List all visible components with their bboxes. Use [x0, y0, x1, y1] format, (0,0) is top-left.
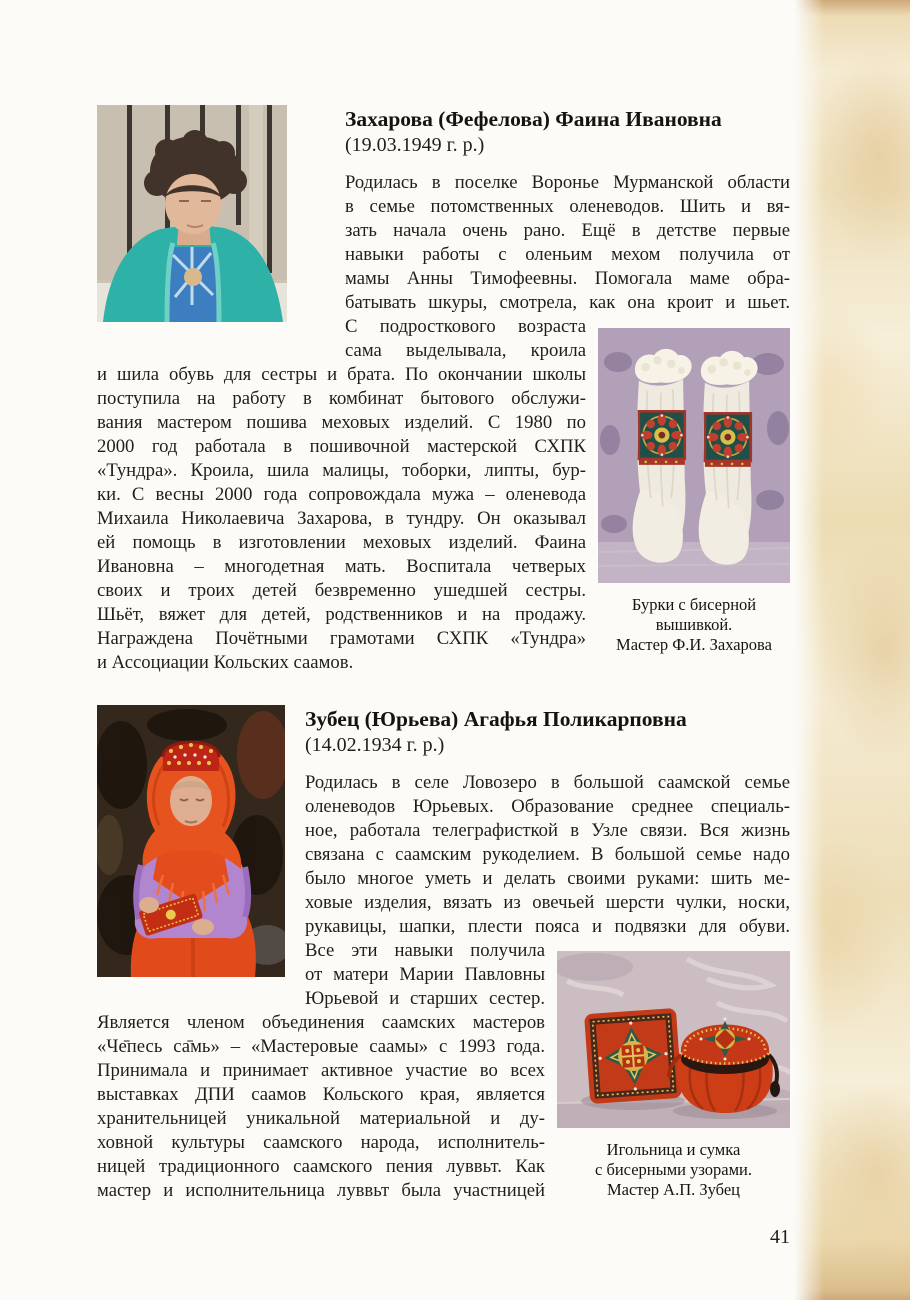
text-line: зать начала очень рано. Ещё в детстве первые [345, 220, 790, 241]
text-line: ей помощь в изготовлении меховых изделий. Фаина [97, 532, 586, 553]
section-heading-zakharova: Захарова (Фефелова) Фаина Ивановна [345, 107, 722, 131]
text-line: выставках ДПИ саамов Кольского края, является [97, 1084, 545, 1105]
text-line: хранительницей уникальной материальной и ду- [97, 1108, 545, 1129]
bio-section-zubets [97, 705, 790, 1203]
needlecase-bag-caption [557, 1140, 790, 1200]
photo-zubets-portrait [97, 705, 285, 977]
text-line: от матери Марии Павловны [305, 964, 545, 985]
portrait-illustration [97, 105, 287, 322]
portrait-illustration [97, 705, 285, 977]
text-line: вания мастером пошива меховых изделий. С 1980 по [97, 412, 586, 433]
text-line: батывать шкуры, смотрела, как она кроит и шьет. [345, 292, 790, 313]
text-line: рукавицы, шапки, плести пояса и подвязки для обуви. [305, 916, 790, 937]
needlecase-bag-illustration [557, 951, 790, 1128]
text-line: Михаила Николаевича Захарова, в тундру. Он оказывал [97, 508, 586, 529]
text-line: Шьёт, вяжет для детей, родственников и на продажу. [97, 604, 586, 625]
text-line: Родилась в поселке Воронье Мурманской области [345, 172, 790, 193]
text-line: Бурки с бисерной [631, 595, 757, 614]
page-content [97, 105, 790, 1249]
photo-needlecase-bag [557, 951, 790, 1128]
text-line: ное, работала телеграфисткой в Узле связи. Вся жизнь [305, 820, 790, 841]
text-line: связана с саамским рукоделием. В большой семье надо [305, 844, 790, 865]
bio-section-zakharova [97, 105, 790, 675]
text-line: мамы Анны Тимофеевны. Помогала маме обра- [345, 268, 790, 289]
text-line: Является членом объединения саамских мастеров [97, 1012, 545, 1033]
birth-date-zakharova: (19.03.1949 г. р.) [345, 134, 485, 156]
text-line: вышивкой. [655, 615, 733, 634]
figure-needlecase-bag [557, 951, 790, 1200]
decorative-watercolor-border [794, 0, 910, 1300]
text-line: было многое уметь и делать своими руками: шить ме- [305, 868, 790, 889]
text-line: мастер и исполнительница луввьт была участницей [97, 1180, 545, 1201]
boots-illustration [598, 328, 790, 583]
text-line: навыки работы с оленьим мехом получила от [345, 244, 790, 265]
text-line: сама выделывала, кроила [345, 340, 586, 361]
text-line: поступила на работу в комбинат бытового обслужи- [97, 388, 586, 409]
text-line: Родилась в селе Ловозеро в большой саамской семье [305, 772, 790, 793]
text-line: и шила обувь для сестры и брата. По окончании школы [97, 364, 586, 385]
text-line: Награждена Почётными грамотами СХПК «Тундра» [97, 628, 586, 649]
text-line: ницей традиционного саамского пения луввьт. Как [97, 1156, 545, 1177]
birth-date-zubets: (14.02.1934 г. р.) [305, 734, 445, 756]
text-line: ки. С весны 2000 года сопровождала мужа – оленевода [97, 484, 586, 505]
text-line: своих и троих детей безвременно ушедшей сестры. [97, 580, 586, 601]
text-line: ховной культуры саамского народа, исполнитель- [97, 1132, 545, 1153]
figure-boots [598, 328, 790, 655]
text-line: Игольница и сумка [606, 1140, 741, 1159]
text-line: «Тундра». Кроила, шила малицы, тоборки, липты, бур- [97, 460, 586, 481]
photo-boots [598, 328, 790, 583]
text-line: Принимала и принимает активное участие во всех [97, 1060, 545, 1081]
text-line: и Ассоциации Кольских саамов. [97, 652, 354, 673]
text-line: с бисерными узорами. [595, 1160, 752, 1179]
text-line: Мастер Ф.И. Захарова [616, 635, 772, 654]
text-line: оленеводов Юрьевых. Образование среднее специаль- [305, 796, 790, 817]
page-number: 41 [770, 1226, 790, 1248]
text-line: Мастер А.П. Зубец [606, 1180, 741, 1199]
section-heading-zubets: Зубец (Юрьева) Агафья Поликарповна [305, 707, 687, 731]
text-line: Все эти навыки получила [305, 940, 545, 961]
text-line: ховые изделия, вязать из овечьей шерсти чулки, носки, [305, 892, 790, 913]
text-line: 2000 год работала в пошивочной мастерской СХПК [97, 436, 586, 457]
text-line: «Че̄песь са̄мь» – «Мастеровые саамы» с 1993 года. [97, 1036, 545, 1057]
text-line: Юрьевой и старших сестер. [305, 988, 545, 1009]
text-line: С подросткового возраста [345, 316, 586, 337]
photo-zakharova-portrait [97, 105, 287, 322]
boots-caption [598, 595, 790, 655]
text-line: в семье потомственных оленеводов. Шить и вя- [345, 196, 790, 217]
text-line: Ивановна – многодетная мать. Воспитала четверых [97, 556, 586, 577]
